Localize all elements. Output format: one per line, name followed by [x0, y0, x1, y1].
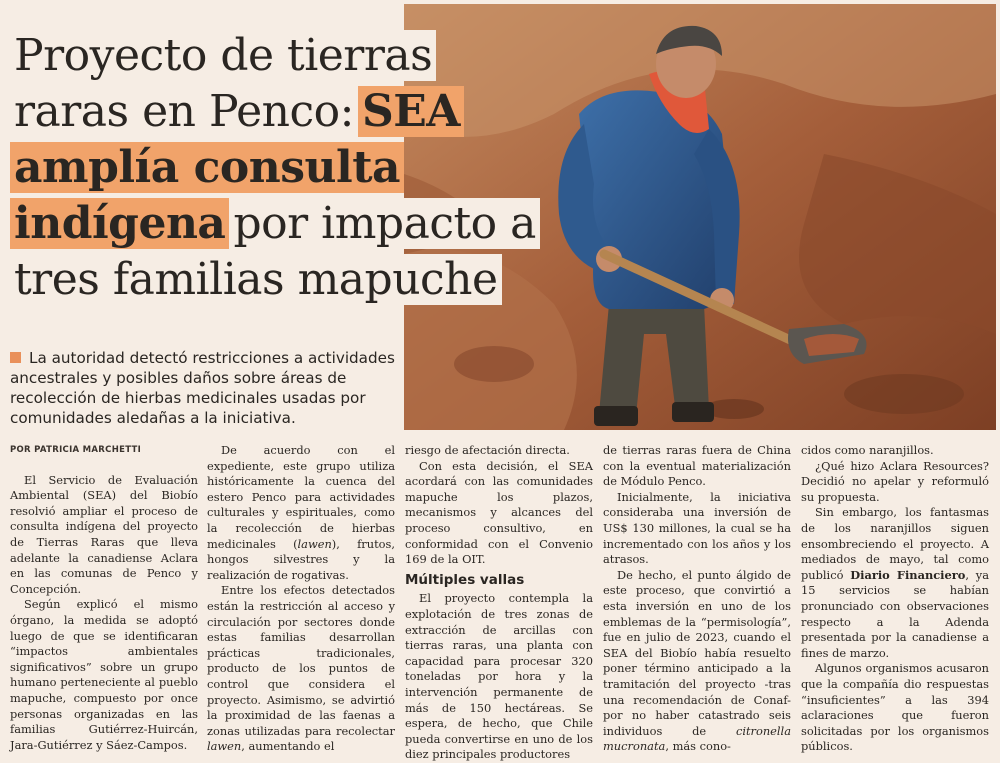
paragraph: Algunos organismos acusaron que la compañía dio respuestas “insuficientes” a las 394 aclaraciones que fueron solicitadas por los organismos públicos. [801, 661, 989, 754]
subheading: Múltiples vallas [405, 571, 525, 588]
column-2 [207, 443, 395, 755]
headline-line-4a: indígena [10, 198, 229, 249]
bold-term: Diario Financiero [850, 567, 966, 582]
paragraph: Inicialmente, la iniciativa consideraba una inversión de US$ 130 millones, la cual se ha incrementado con los años y los atrasos. [603, 489, 791, 567]
column-5 [801, 443, 989, 755]
paragraph [801, 505, 989, 661]
headline [10, 28, 590, 308]
column-1 [10, 443, 198, 753]
paragraph: Según explicó el mismo órgano, la medida se adoptó luego de que se identificaran “impactos ambientales significativos” sobre un grupo humano perteneciente al pueblo mapuche, compuesto por once personas organizadas en las familias Gutiérrez-Huircán, Jara-Gutiérrez y Sáez-Campos. [10, 597, 198, 752]
paragraph: de tierras raras fuera de China con la eventual materialización de Módulo Penco. [603, 443, 791, 489]
italic-term: citronella mucronata [603, 723, 791, 754]
column-3 [405, 443, 593, 763]
paragraph: El Servicio de Evaluación Ambiental (SEA) del Biobío resolvió ampliar el proceso de consulta indígena del proyecto de Tierras Raras que lleva adelante la canadiense Aclara en las comunas de Penco y Concepción. [10, 472, 198, 596]
text-run: De hecho, el punto álgido de este proceso, que convirtió a esta inversión en uno de los emblemas de la “permisología”, fue en julio de 2023, cuando el SEA del Biobío había resuelto poner término anticipado a la tramitación del proyecto -tras una recomendación de Conaf- por no haber catastrado seis individuos de [603, 567, 791, 738]
headline-line-4b: por impacto a [229, 198, 539, 249]
square-bullet-icon [10, 352, 21, 363]
paragraph: riesgo de afectación directa. [405, 443, 570, 457]
italic-term: lawen [207, 739, 242, 754]
lead-text: La autoridad detectó restricciones a actividades ancestrales y posibles daños sobre áreas de recolección de hierbas medicinales usadas por comunidades aledañas a la iniciativa. [10, 349, 395, 427]
paragraph [207, 583, 395, 755]
headline-line-2b: SEA [358, 86, 464, 137]
paragraph: ¿Qué hizo Aclara Resources? Decidió no apelar y reformuló su propuesta. [801, 458, 989, 504]
italic-term: lawen [297, 536, 332, 551]
text-run: ), frutos, hongos silvestres y la realización de rogativas. [207, 536, 395, 582]
byline: POR PATRICIA MARCHETTI [10, 445, 142, 455]
text-run: De acuerdo con el expediente, este grupo utiliza históricamente la cuenca del estero Penco para actividades culturales y espirituales, como la recolección de hierbas medicinales ( [207, 443, 395, 551]
headline-line-5: tres familias mapuche [10, 254, 502, 305]
headline-line-3: amplía consulta [10, 142, 404, 193]
column-4 [603, 443, 791, 755]
paragraph: cidos como naranjillos. [801, 443, 934, 457]
paragraph: El proyecto contempla la explotación de tres zonas de extracción de arcillas con tierras raras, una planta con capacidad para procesar 320 toneladas por hora y la intervención permanente de más de 150 hectáreas. Se espera, de hecho, que Chile pueda convertirse en uno de los diez principales productores [405, 591, 593, 762]
paragraph [603, 568, 791, 755]
headline-line-1: Proyecto de tierras [10, 30, 436, 81]
text-run: , ya 15 servicios se habían pronunciado con observaciones respecto a la Adenda presentada por la canadiense a fines de marzo. [801, 567, 989, 660]
lead-summary [10, 348, 400, 428]
text-run: Entre los efectos detectados están la restricción al acceso y circulación por sectores donde estas familias desarrollan prácticas tradicionales, producto de los puntos de control que considera el proyecto. Asimismo, se advirtió la proximidad de las faenas a zonas utilizadas para recolectar [207, 583, 395, 738]
text-run: , más cono- [665, 739, 731, 754]
text-run: Sin embargo, los fantasmas de los naranjillos siguen ensombreciendo el proyecto. A mediados de mayo, tal como publicó [801, 505, 989, 582]
paragraph: Con esta decisión, el SEA acordará con las comunidades mapuche los plazos, mecanismos y alcances del proceso consultivo, en conformidad con el Convenio 169 de la OIT. [405, 458, 593, 567]
paragraph [207, 443, 395, 583]
text-run: , aumentando el [241, 739, 335, 754]
headline-line-2a: raras en Penco: [10, 86, 358, 137]
